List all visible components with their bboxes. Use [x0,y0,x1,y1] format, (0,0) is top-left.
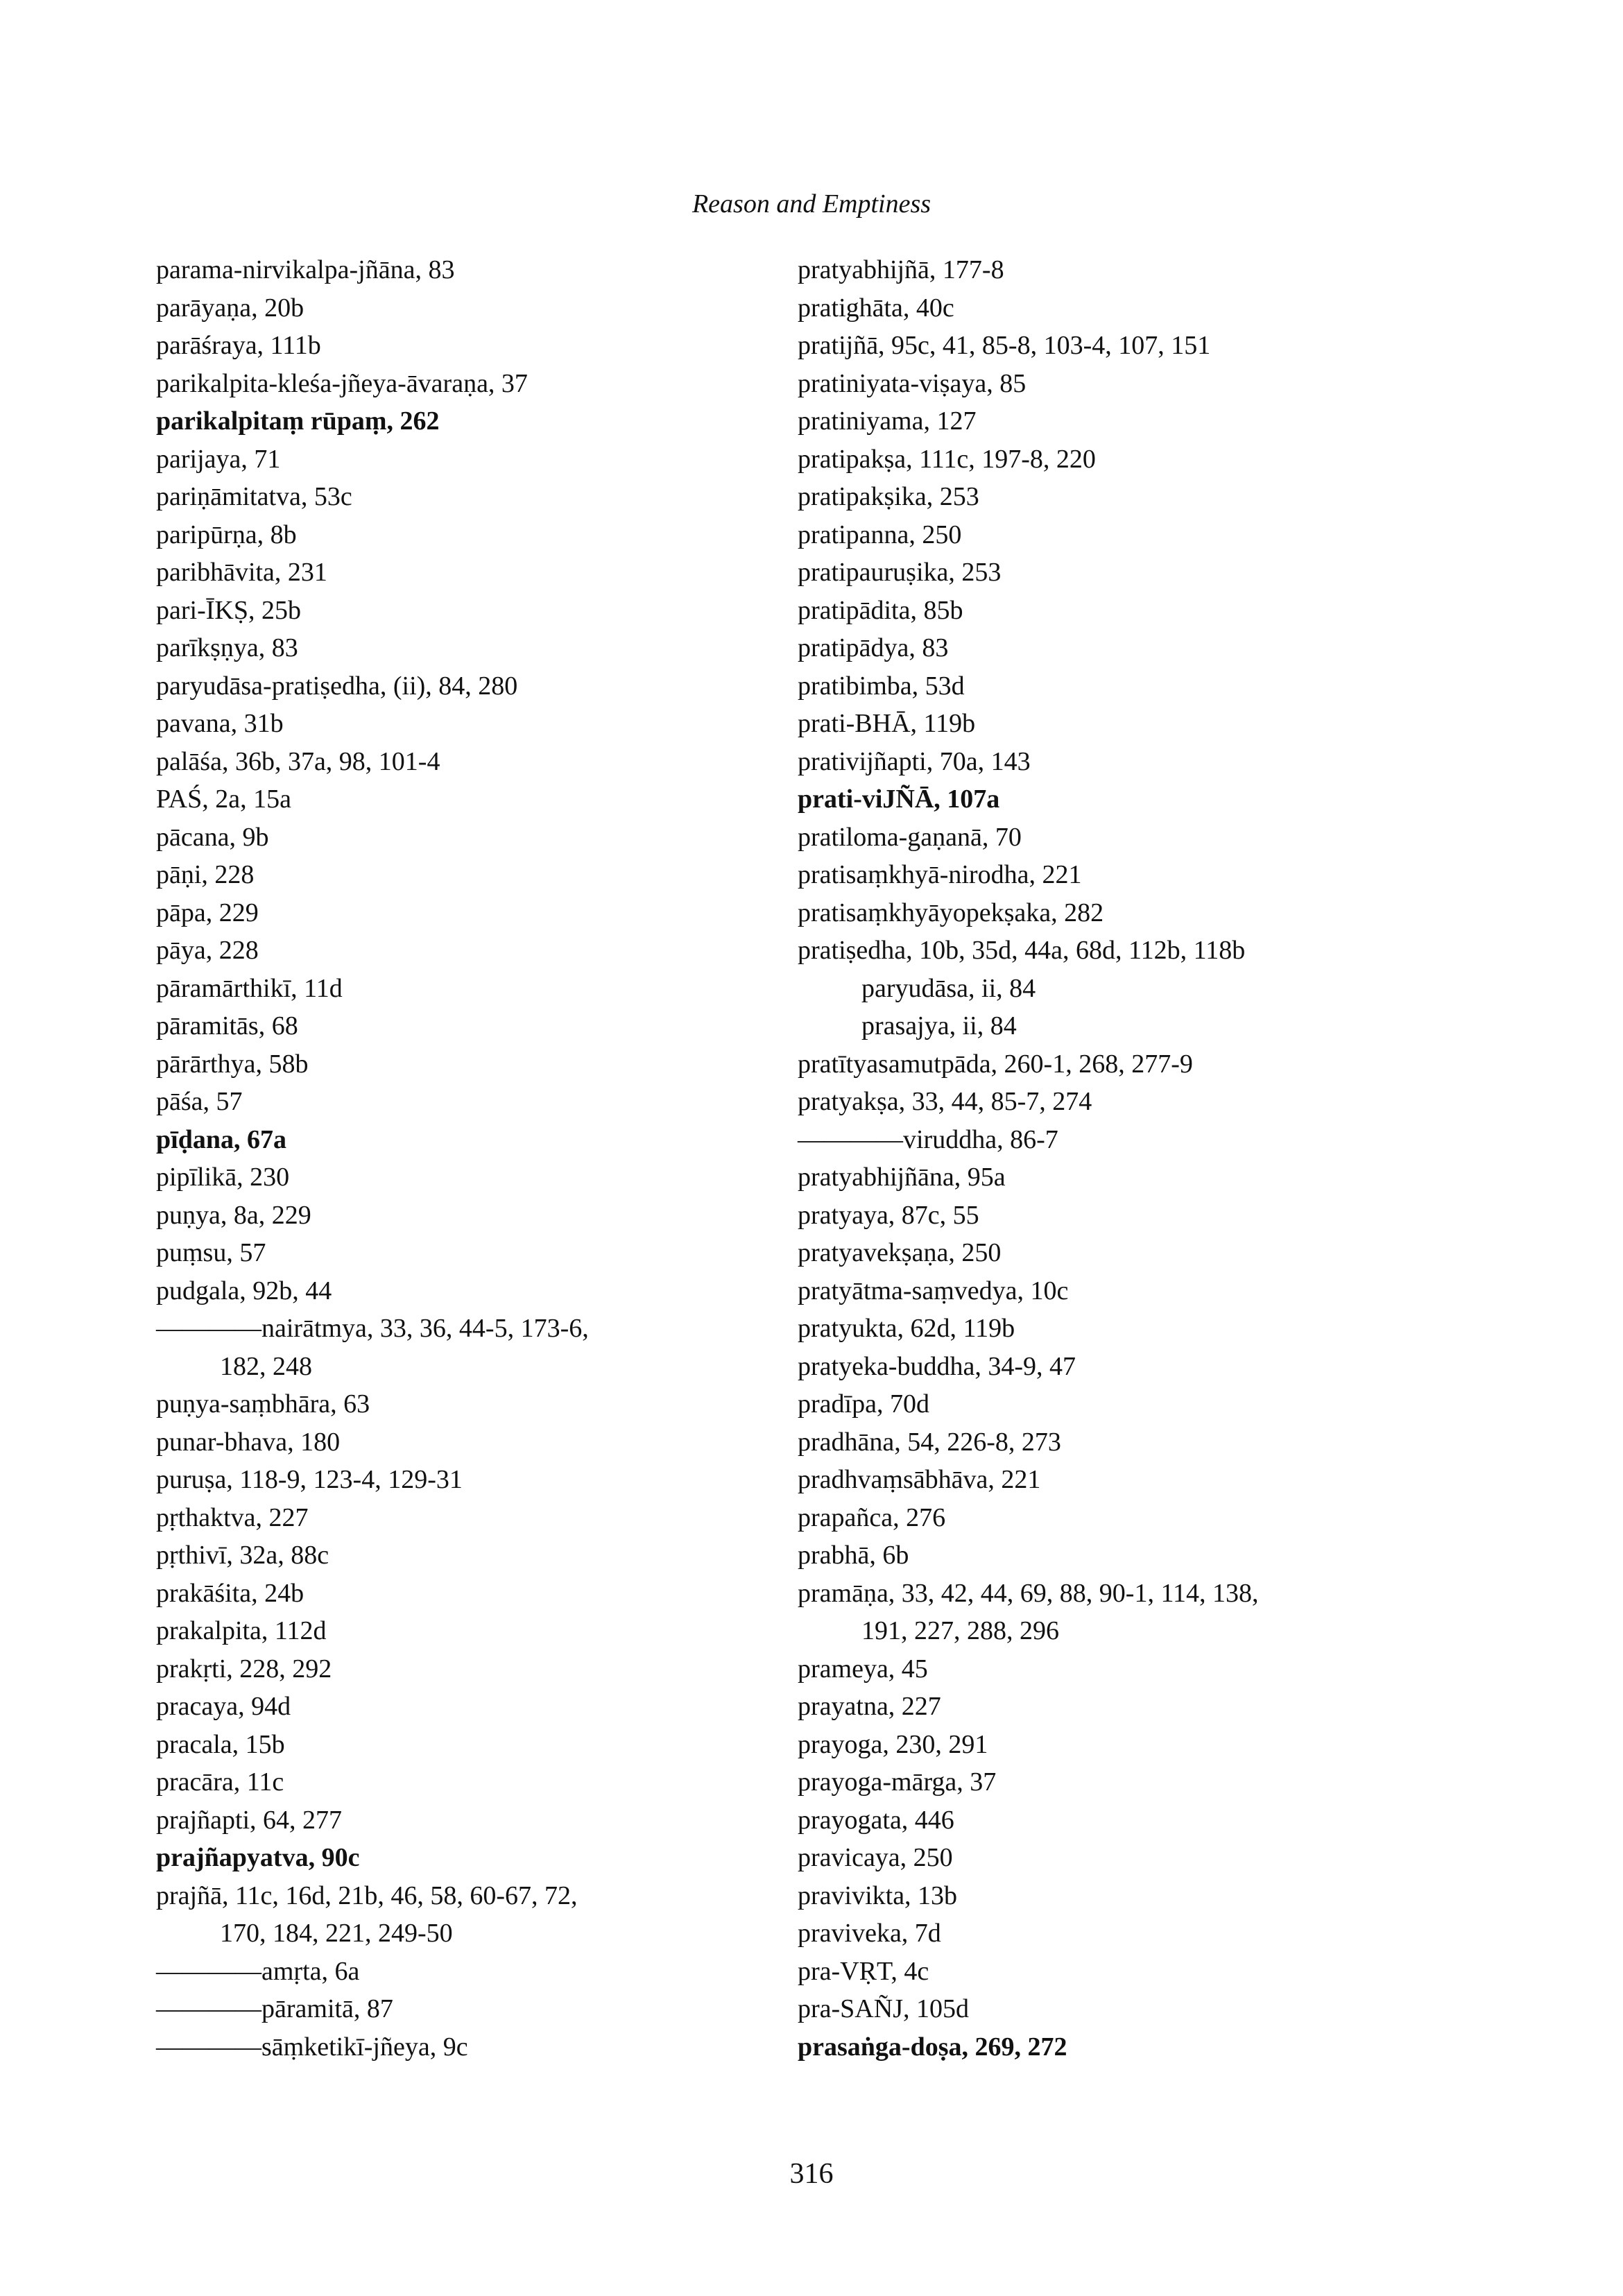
index-entry: prayogata, 446 [798,1805,954,1835]
index-entry: pravicaya, 250 [798,1843,953,1872]
index-entry: 182, 248 [220,1351,312,1381]
index-entry: pratiniyama, 127 [798,406,977,436]
index-entry: pipīlikā, 230 [156,1163,290,1192]
index-entry: parijaya, 71 [156,444,281,474]
index-entry: paribhāvita, 231 [156,558,327,587]
index-entry: ————nairātmya, 33, 36, 44-5, 173-6, [156,1314,589,1343]
page-number: 316 [789,2158,834,2190]
index-entry: pāya, 228 [156,936,259,965]
index-entry: puṇya, 8a, 229 [156,1200,311,1230]
index-entry: punar-bhava, 180 [156,1427,341,1457]
index-entry: prajñā, 11c, 16d, 21b, 46, 58, 60-67, 72, [156,1881,578,1910]
index-entry: prabhā, 6b [798,1541,909,1570]
index-entry: parāyaṇa, 20b [156,293,304,323]
index-entry: parikalpitaṃ rūpaṃ, 262 [156,406,440,436]
index-entry: puṇya-saṃbhāra, 63 [156,1389,370,1419]
index-entry: ————viruddha, 86-7 [798,1124,1058,1154]
index-entry: pratisaṃkhyāyopekṣaka, 282 [798,898,1104,927]
index-entry: prati-BHĀ, 119b [798,709,976,738]
index-entry: pra-SAÑJ, 105d [798,1994,969,2023]
index-entry: pracāra, 11c [156,1767,284,1797]
index-entry: parīkṣṇya, 83 [156,633,298,662]
index-entry: pratighāta, 40c [798,293,954,323]
index-entry: prati-viJÑĀ, 107a [798,785,1000,814]
index-entry: prasaṅga-doṣa, 269, 272 [798,2032,1067,2062]
index-entry: pradhvaṃsābhāva, 221 [798,1465,1041,1494]
index-entry: pratiloma-gaṇanā, 70 [798,822,1022,852]
index-entry: pṛthaktva, 227 [156,1502,309,1532]
index-entry: pratipanna, 250 [798,520,962,549]
index-entry: prayoga, 230, 291 [798,1729,988,1759]
index-entry: pramāṇa, 33, 42, 44, 69, 88, 90-1, 114, 138, [798,1578,1259,1608]
index-entry: pāramārthikī, 11d [156,973,343,1003]
index-entry: prativijñapti, 70a, 143 [798,746,1031,776]
index-entry: pari-ĪKṢ, 25b [156,595,301,625]
index-entry: 170, 184, 221, 249-50 [220,1919,453,1948]
index-entry: pratyavekṣaṇa, 250 [798,1238,1002,1267]
index-entry: paryudāsa, ii, 84 [861,973,1036,1003]
index-entry: pradhāna, 54, 226-8, 273 [798,1427,1061,1457]
index-entry: pāpa, 229 [156,898,259,927]
index-entry: pudgala, 92b, 44 [156,1276,332,1305]
index-entry: pradīpa, 70d [798,1389,929,1419]
index-entry: pratītyasamutpāda, 260-1, 268, 277-9 [798,1049,1193,1079]
index-entry: paripūrṇa, 8b [156,520,297,549]
index-entry: 191, 227, 288, 296 [861,1616,1059,1645]
index-entry: pratyukta, 62d, 119b [798,1314,1015,1343]
index-entry: ————amṛta, 6a [156,1956,360,1986]
index-entry: pratyabhijñāna, 95a [798,1163,1006,1192]
index-entry: prayatna, 227 [798,1692,941,1721]
index-entry: puruṣa, 118-9, 123-4, 129-31 [156,1465,463,1494]
index-entry: parama-nirvikalpa-jñāna, 83 [156,255,455,284]
index-entry: parāśraya, 111b [156,331,321,360]
index-entry: pācana, 9b [156,822,269,852]
index-entry: pratyabhijñā, 177-8 [798,255,1004,284]
index-entry: prajñapyatva, 90c [156,1843,360,1872]
index-entry: prajñapti, 64, 277 [156,1805,343,1835]
index-entry: pratipakṣika, 253 [798,482,979,511]
index-entry: pracala, 15b [156,1729,285,1759]
index-entry: ————pāramitā, 87 [156,1994,393,2023]
index-entry: ————sāṃketikī-jñeya, 9c [156,2032,468,2062]
index-entry: pratipādita, 85b [798,595,963,625]
index-entry: pratyeka-buddha, 34-9, 47 [798,1351,1076,1381]
running-title: Reason and Emptiness [692,189,931,219]
index-entry: PAŚ, 2a, 15a [156,785,291,814]
index-entry: pratyakṣa, 33, 44, 85-7, 274 [798,1087,1092,1116]
index-entry: pracaya, 94d [156,1692,291,1721]
index-column-left [156,251,759,2066]
index-entry: parikalpita-kleśa-jñeya-āvaraṇa, 37 [156,368,528,398]
index-entry: pratibimba, 53d [798,671,965,701]
index-entry: pāramitās, 68 [156,1011,298,1040]
index-entry: pratisaṃkhyā-nirodha, 221 [798,860,1082,889]
index-entry: pṛthivī, 32a, 88c [156,1541,329,1570]
index-entry: palāśa, 36b, 37a, 98, 101-4 [156,746,440,776]
index-entry: pariṇāmitatva, 53c [156,482,352,511]
index-entry: pratiniyata-viṣaya, 85 [798,368,1027,398]
index-entry: prakṛti, 228, 292 [156,1654,332,1684]
index-entry: pratyātma-saṃvedya, 10c [798,1276,1069,1305]
index-entry: prasajya, ii, 84 [861,1011,1017,1040]
index-entry: pravivikta, 13b [798,1881,958,1910]
index-entry: pratijñā, 95c, 41, 85-8, 103-4, 107, 151 [798,331,1211,360]
index-entry: prakāśita, 24b [156,1578,304,1608]
index-entry: prameya, 45 [798,1654,928,1684]
index-entry: prapañca, 276 [798,1502,946,1532]
index-entry: pavana, 31b [156,709,284,738]
index-entry: praviveka, 7d [798,1919,941,1948]
index-entry: prakalpita, 112d [156,1616,327,1645]
index-entry: pratiṣedha, 10b, 35d, 44a, 68d, 112b, 118b [798,936,1246,965]
index-entry: pratipauruṣika, 253 [798,558,1002,587]
index-entry: pārārthya, 58b [156,1049,309,1079]
index-entry: pratipādya, 83 [798,633,949,662]
index-entry: prayoga-mārga, 37 [798,1767,997,1797]
index-entry: pratipakṣa, 111c, 197-8, 220 [798,444,1096,474]
index-entry: pīḍana, 67a [156,1124,286,1154]
index-entry: paryudāsa-pratiṣedha, (ii), 84, 280 [156,671,518,701]
index-column-right [798,251,1457,2066]
index-entry: pra-VṚT, 4c [798,1956,929,1986]
index-entry: pāṇi, 228 [156,860,255,889]
index-entry: puṃsu, 57 [156,1238,266,1267]
index-entry: pāśa, 57 [156,1087,243,1116]
index-entry: pratyaya, 87c, 55 [798,1200,979,1230]
